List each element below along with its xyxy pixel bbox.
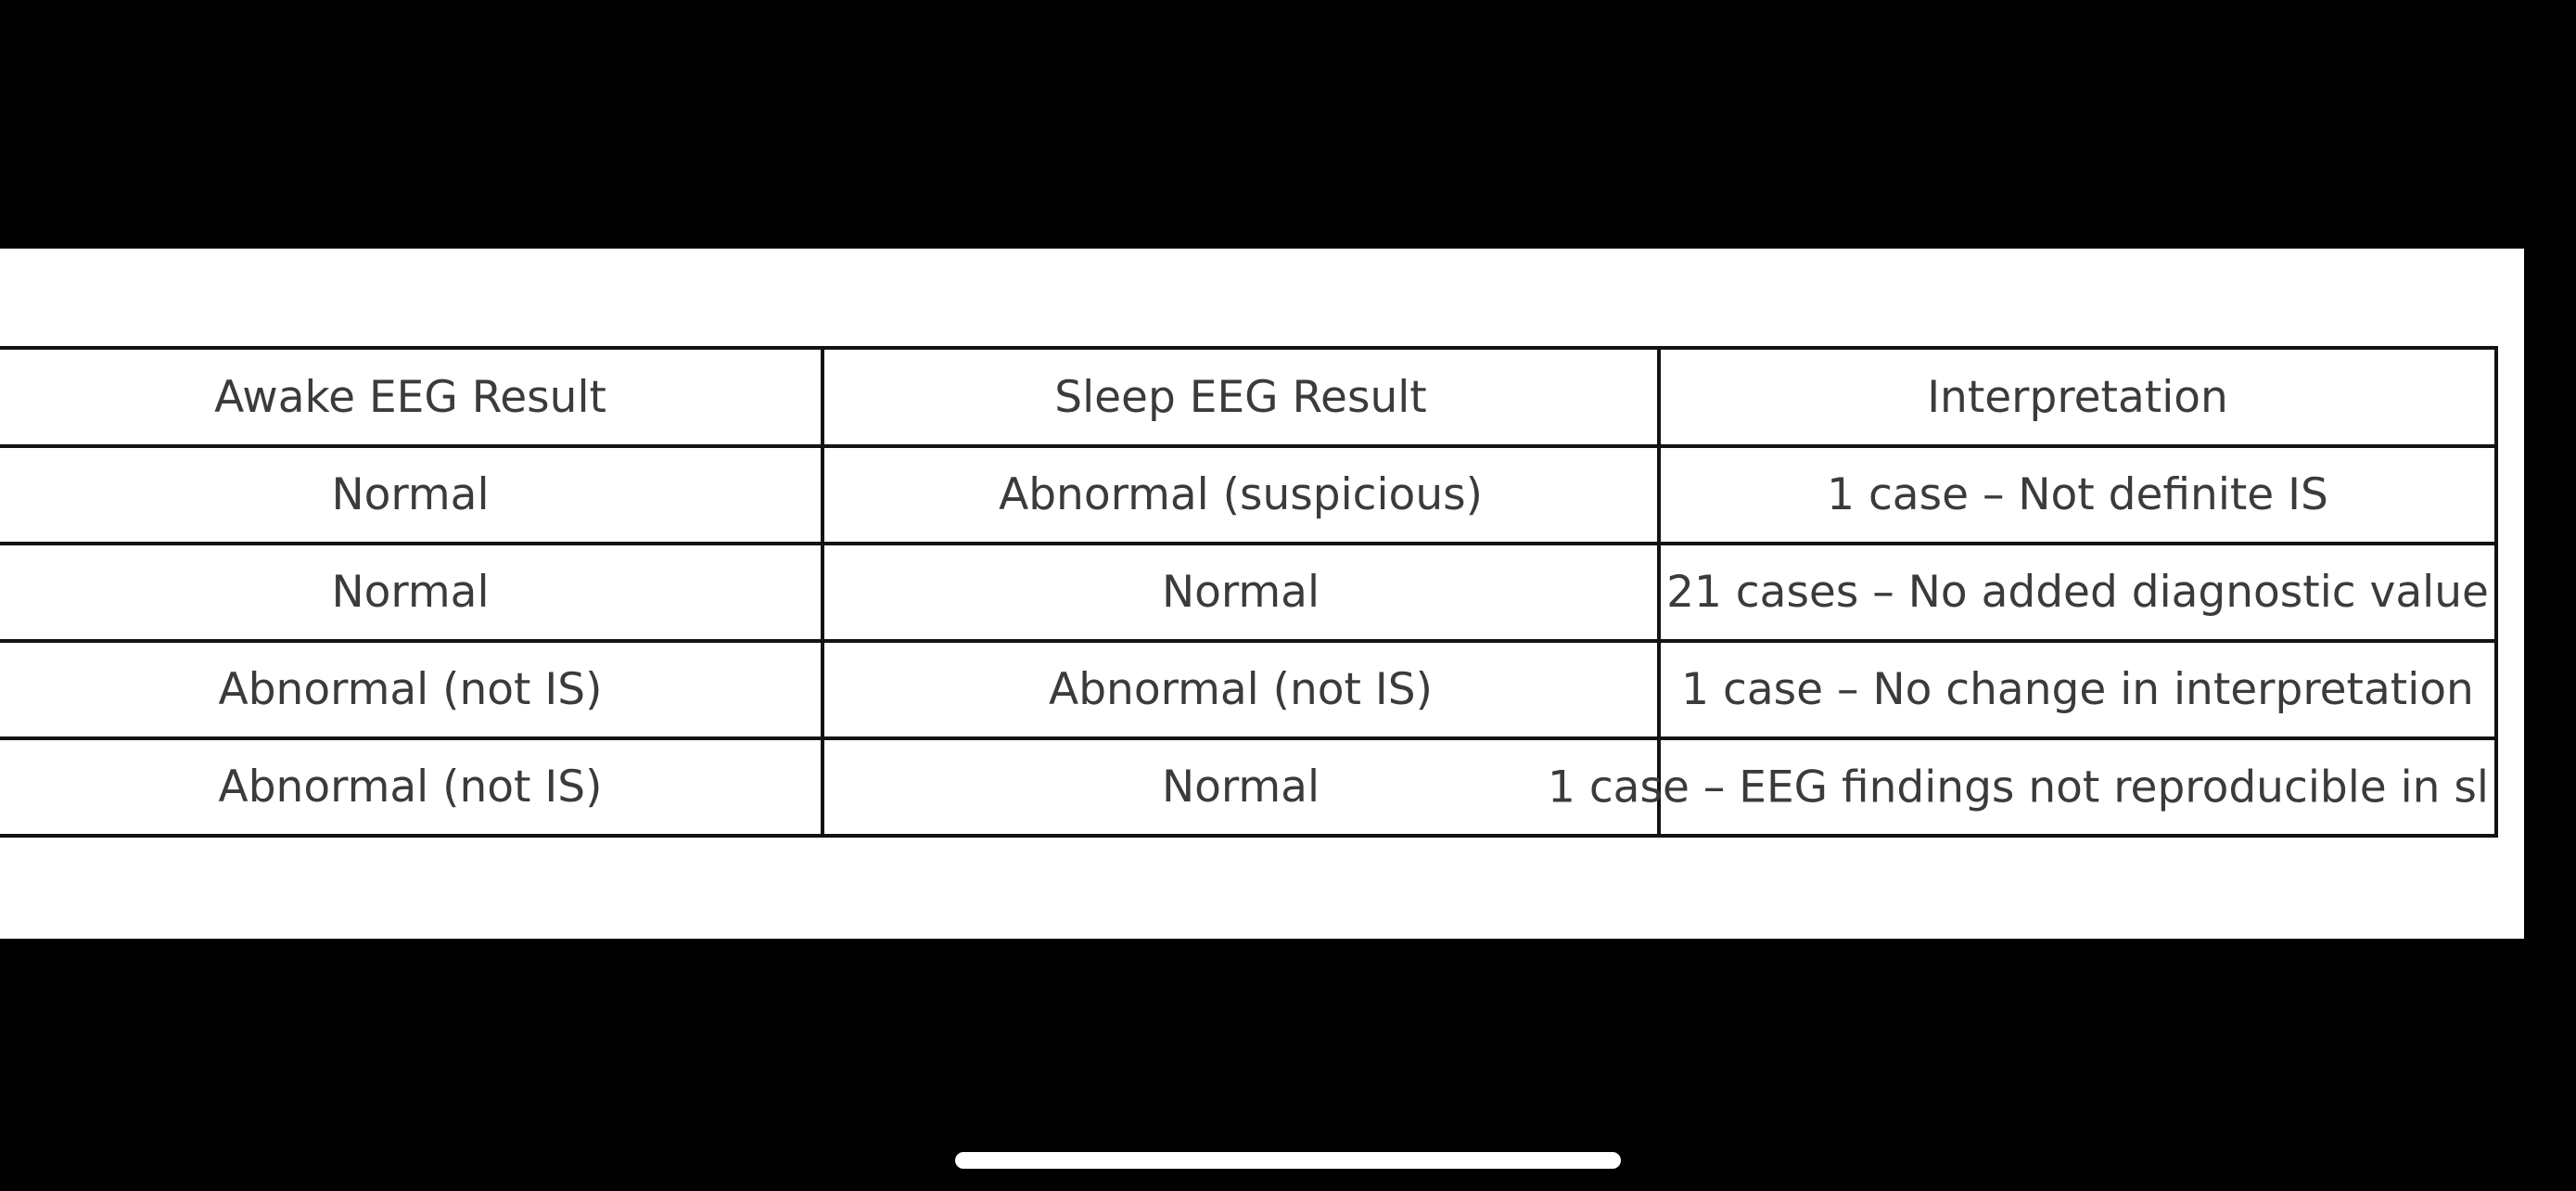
cell-text: 21 cases – No added diagnostic value [1666, 567, 2489, 618]
header-awake-eeg-result [0, 348, 823, 446]
table-cell [823, 544, 1659, 641]
cell-text: 1 case – No change in interpretation [1681, 664, 2474, 715]
cell-text: Normal [331, 567, 490, 618]
cell-text: Normal [331, 469, 490, 520]
cell-text: Normal [1161, 567, 1320, 618]
table-cell [0, 641, 823, 738]
table-cell [1659, 544, 2496, 641]
header-label: Interpretation [1927, 371, 2228, 423]
table-row [0, 738, 2496, 836]
cell-text: 1 case – Not definite IS [1827, 469, 2328, 520]
cell-text: Abnormal (not IS) [218, 664, 603, 715]
header-label: Sleep EEG Result [1054, 371, 1427, 423]
cell-text: Abnormal (suspicious) [999, 469, 1483, 520]
header-interpretation [1659, 348, 2496, 446]
table-cell [1659, 641, 2496, 738]
table-row [0, 446, 2496, 544]
table-cell [823, 446, 1659, 544]
home-indicator-bar[interactable] [955, 1152, 1621, 1169]
table-cell [1548, 738, 2496, 836]
table-cell [0, 446, 823, 544]
header-sleep-eeg-result [823, 348, 1659, 446]
table-header-row [0, 348, 2496, 446]
cell-text-truncated: 1 case – EEG findings not reproducible in sl [1548, 762, 2489, 813]
table-cell [1659, 446, 2496, 544]
cell-text: Abnormal (not IS) [1049, 664, 1433, 715]
document-page [0, 249, 2524, 939]
table-cell [823, 738, 1659, 836]
cell-text: Normal [1161, 762, 1320, 813]
cell-text: Abnormal (not IS) [218, 762, 603, 813]
table-cell [823, 641, 1659, 738]
table-row [0, 544, 2496, 641]
table-cell [0, 738, 823, 836]
table-cell [0, 544, 823, 641]
eeg-comparison-table [0, 346, 2498, 838]
table-row [0, 641, 2496, 738]
header-label: Awake EEG Result [214, 371, 606, 423]
